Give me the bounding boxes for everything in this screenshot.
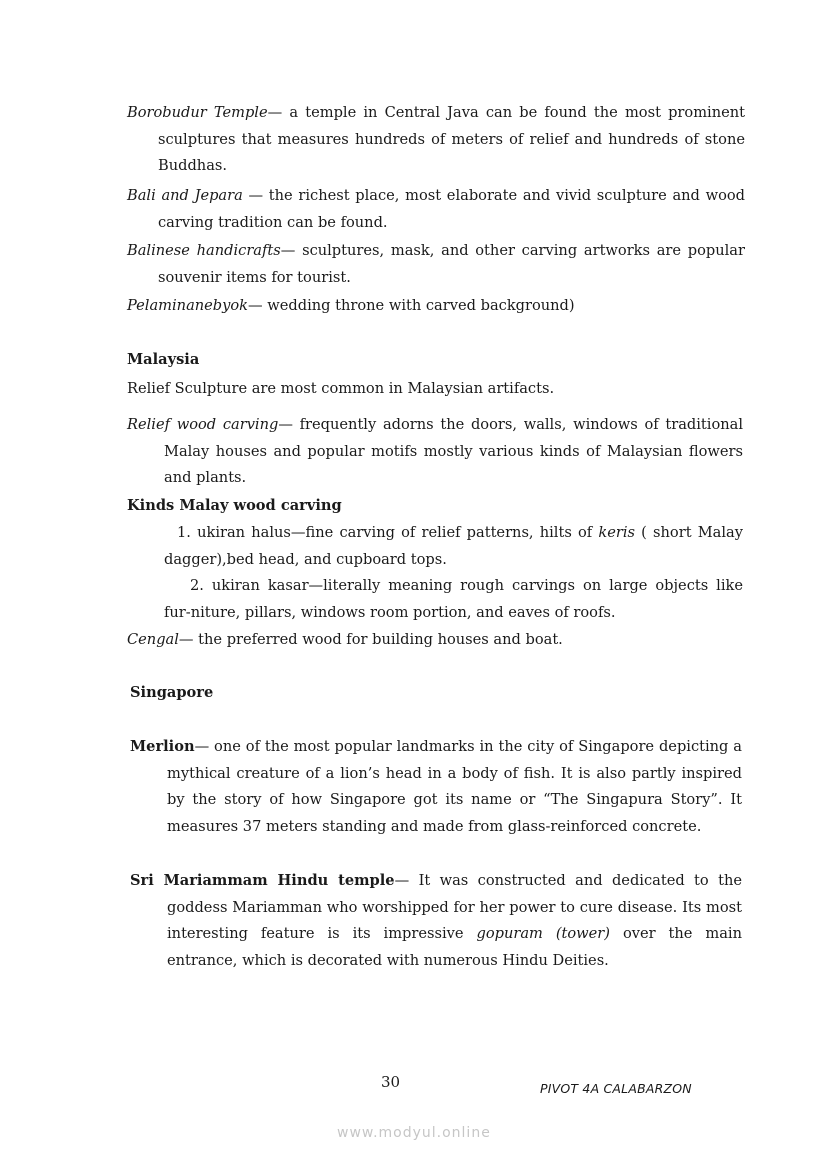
desc-sri-mariammam: — It was constructed and dedicated to the goddess Mariamman who worshipped for her power to cure disease. Its most interesting feature is its impressive — [167, 872, 742, 943]
heading-malaysia: Malaysia — [127, 351, 200, 368]
heading-kinds-malay-wood-carving: Kinds Malay wood carving — [127, 497, 342, 514]
term-balinese-handicrafts: Balinese handicrafts — [127, 242, 281, 259]
desc-pelaminan: — wedding throne with carved background) — [248, 297, 575, 314]
term-merlion: Merlion — [130, 738, 195, 755]
list-item-ukiran-halus: 1. ukiran halus—fine carving of relief patterns, hilts of keris ( short Malay dagger),bed head, and cupboard tops. — [164, 524, 743, 568]
watermark: www.modyul.online — [337, 1125, 491, 1141]
desc-relief-wood-carving: — frequently adorns the doors, walls, windows of traditional Malay houses and popular motifs mostly various kinds of Malaysian flowers and plants. — [164, 416, 743, 487]
list-item-ukiran-kasar: 2. ukiran kasar—literally meaning rough carvings on large objects like fur-niture, pillars, windows room portion, and eaves of roofs. — [164, 577, 743, 621]
entry-bali-jepara — [127, 183, 745, 236]
term-bali-jepara: Bali and Jepara — [127, 187, 249, 204]
desc-borobudur: — a temple in Central Java can be found the most prominent sculptures that measures hundreds of meters of relief and hundreds of stone Buddhas. — [158, 104, 746, 175]
term-gopuram: gopuram (tower) — [476, 925, 610, 943]
entry-balinese-handicrafts — [127, 238, 745, 291]
entry-relief-wood-carving — [127, 412, 743, 492]
term-keris: keris — [598, 524, 635, 541]
entry-cengal — [127, 627, 747, 654]
publisher-label: PIVOT 4A CALABARZON — [540, 1081, 692, 1096]
page-number: 30 — [381, 1073, 401, 1091]
entry-sri-mariammam: Sri Mariammam Hindu temple— It was constructed and dedicated to the goddess Mariamman who worshipped for her power to cure disease. Its most interesting feature is its impressive gopuram (tower) over the main entrance, which is decorated with numerous Hindu Deities. — [130, 872, 742, 969]
term-sri-mariammam: Sri Mariammam Hindu temple — [130, 872, 395, 889]
term-relief-wood-carving: Relief wood carving — [127, 416, 279, 433]
entry-merlion — [130, 734, 742, 840]
term-borobudur: Borobudur Temple — [127, 104, 268, 121]
term-pelaminan: Pelaminanebyok — [127, 297, 249, 314]
term-cengal: Cengal — [127, 631, 179, 648]
malaysia-intro: Relief Sculpture are most common in Malaysian artifacts. — [127, 380, 555, 397]
entry-pelaminan — [127, 293, 758, 320]
desc-cengal: — the preferred wood for building houses and boat. — [178, 631, 563, 648]
heading-singapore: Singapore — [130, 684, 214, 701]
desc-balinese-handicrafts: — sculptures, mask, and other carving artworks are popular souvenir items for tourist. — [158, 242, 745, 286]
desc-merlion: — one of the most popular landmarks in the city of Singapore depicting a mythical creature of a lion’s head in a body of fish. It is also partly inspired by the story of how Singapore got its name or “The Singapura Story”. It measures 37 meters standing and made from glass-reinforced concrete. — [167, 738, 742, 835]
entry-borobudur — [127, 100, 746, 180]
desc-bali-jepara: — the richest place, most elaborate and vivid sculpture and wood carving tradition can be found. — [158, 187, 745, 231]
